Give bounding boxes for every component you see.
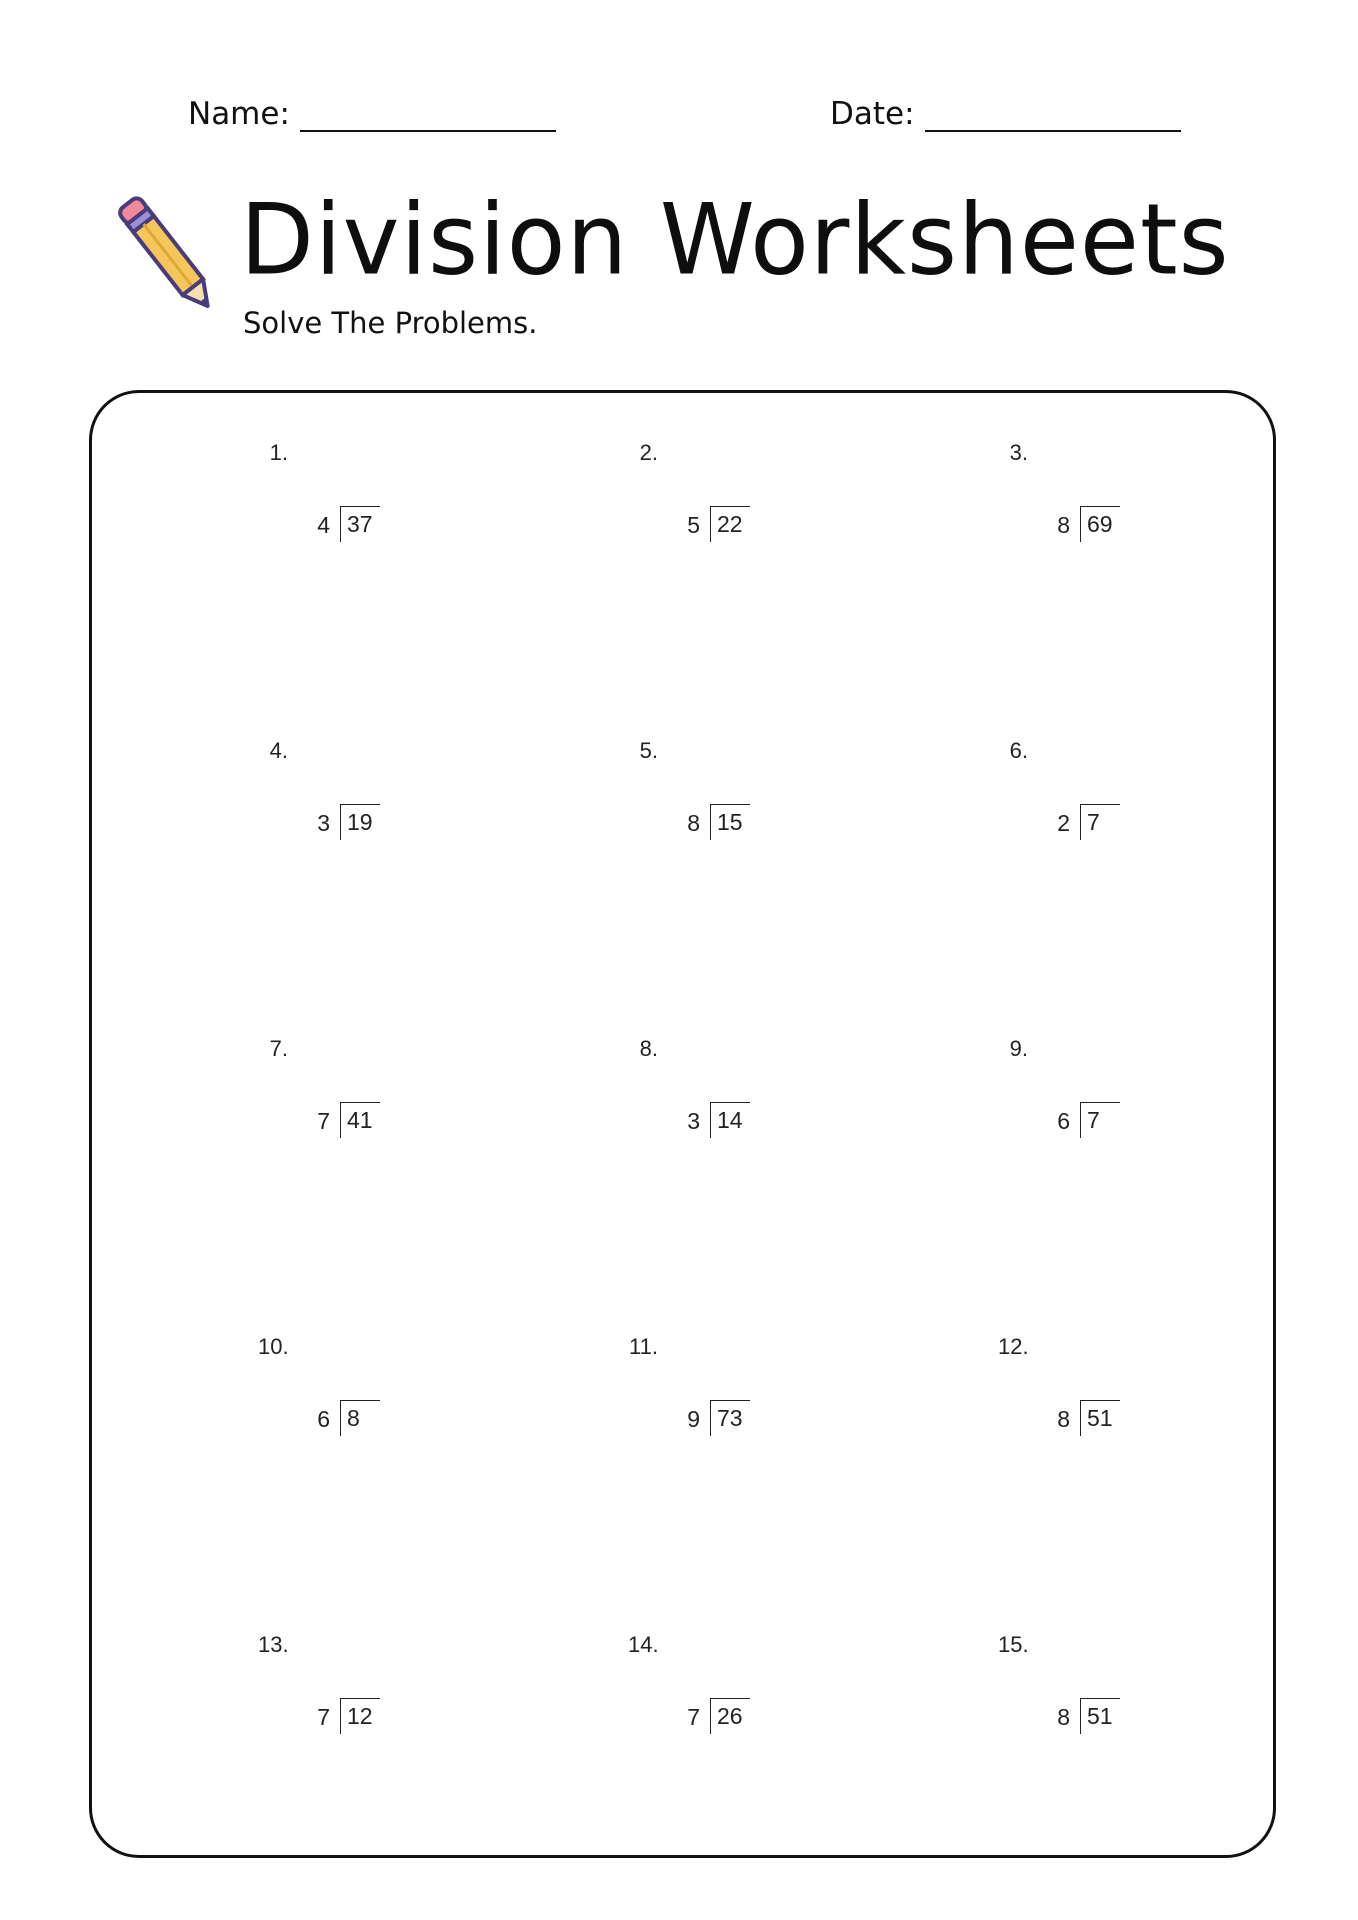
problem-item: [268, 738, 468, 858]
date-field: [830, 96, 1181, 132]
problem-number: 12.: [998, 1334, 1029, 1359]
problem-divisor: 6: [1057, 1108, 1070, 1134]
problem-number: 1.: [269, 440, 288, 465]
problem-number: 2.: [639, 440, 658, 465]
name-blank-line[interactable]: [300, 104, 556, 132]
name-field: [188, 96, 556, 132]
problem-item: [258, 1632, 468, 1752]
problem-dividend: 69: [1087, 511, 1113, 537]
problem-item: [638, 738, 838, 858]
division-bracket[interactable]: [1080, 1698, 1120, 1734]
problem-divisor: 3: [317, 810, 330, 836]
problem-divisor: 7: [317, 1704, 330, 1730]
problem-item: [628, 1632, 838, 1752]
problem-number: 11.: [629, 1334, 658, 1359]
problem-number: 4.: [269, 738, 288, 763]
division-bracket[interactable]: [340, 1400, 380, 1436]
division-bracket[interactable]: [710, 804, 750, 840]
problem-dividend: 41: [347, 1107, 373, 1133]
problem-dividend: 8: [347, 1405, 360, 1431]
problem-divisor: 3: [687, 1108, 700, 1134]
name-label: Name:: [188, 96, 290, 132]
problem-number: 9.: [1009, 1036, 1028, 1061]
problem-item: [268, 440, 468, 560]
problem-item: [1008, 440, 1208, 560]
division-bracket[interactable]: [710, 506, 750, 542]
problem-dividend: 12: [347, 1703, 373, 1729]
problem-dividend: 7: [1087, 809, 1100, 835]
division-bracket[interactable]: [710, 1400, 750, 1436]
problem-number: 10.: [258, 1334, 289, 1359]
division-bracket[interactable]: [1080, 506, 1120, 542]
problem-dividend: 26: [717, 1703, 743, 1729]
problem-number: 15.: [998, 1632, 1029, 1657]
problem-item: [638, 440, 838, 560]
problem-item: [638, 1036, 838, 1156]
problem-number: 3.: [1009, 440, 1028, 465]
page-subtitle: Solve The Problems.: [243, 306, 538, 340]
division-bracket[interactable]: [340, 506, 380, 542]
division-bracket[interactable]: [710, 1102, 750, 1138]
problem-divisor: 8: [687, 810, 700, 836]
problem-item: [1008, 738, 1208, 858]
problem-number: 7.: [269, 1036, 288, 1061]
problem-item: [998, 1334, 1208, 1454]
problem-divisor: 9: [687, 1406, 700, 1432]
problem-dividend: 7: [1087, 1107, 1100, 1133]
pencil-icon: [112, 186, 222, 322]
division-bracket[interactable]: [1080, 804, 1120, 840]
problem-dividend: 15: [717, 809, 743, 835]
problem-item: [268, 1036, 468, 1156]
problem-divisor: 7: [317, 1108, 330, 1134]
division-bracket[interactable]: [710, 1698, 750, 1734]
problem-dividend: 51: [1087, 1703, 1113, 1729]
problem-divisor: 6: [317, 1406, 330, 1432]
problem-dividend: 14: [717, 1107, 743, 1133]
problem-item: [629, 1334, 838, 1454]
problem-number: 8.: [639, 1036, 658, 1061]
division-bracket[interactable]: [340, 1698, 380, 1734]
problem-item: [998, 1632, 1208, 1752]
problem-divisor: 4: [317, 512, 330, 538]
problem-number: 6.: [1009, 738, 1028, 763]
problem-item: [1008, 1036, 1208, 1156]
problem-divisor: 7: [687, 1704, 700, 1730]
division-bracket[interactable]: [1080, 1102, 1120, 1138]
problem-divisor: 5: [687, 512, 700, 538]
problem-divisor: 8: [1057, 1406, 1070, 1432]
division-bracket[interactable]: [1080, 1400, 1120, 1436]
problem-dividend: 19: [347, 809, 373, 835]
problem-number: 14.: [628, 1632, 659, 1657]
problem-dividend: 73: [717, 1405, 743, 1431]
problem-divisor: 8: [1057, 512, 1070, 538]
division-bracket[interactable]: [340, 1102, 380, 1138]
problem-divisor: 8: [1057, 1704, 1070, 1730]
division-bracket[interactable]: [340, 804, 380, 840]
date-blank-line[interactable]: [925, 104, 1181, 132]
problem-dividend: 51: [1087, 1405, 1113, 1431]
problem-item: [258, 1334, 468, 1454]
problem-number: 5.: [639, 738, 658, 763]
page-title: Division Worksheets: [240, 182, 1230, 298]
problem-dividend: 22: [717, 511, 743, 537]
problem-number: 13.: [258, 1632, 289, 1657]
problem-divisor: 2: [1057, 810, 1070, 836]
date-label: Date:: [830, 96, 915, 132]
problem-dividend: 37: [347, 511, 373, 537]
